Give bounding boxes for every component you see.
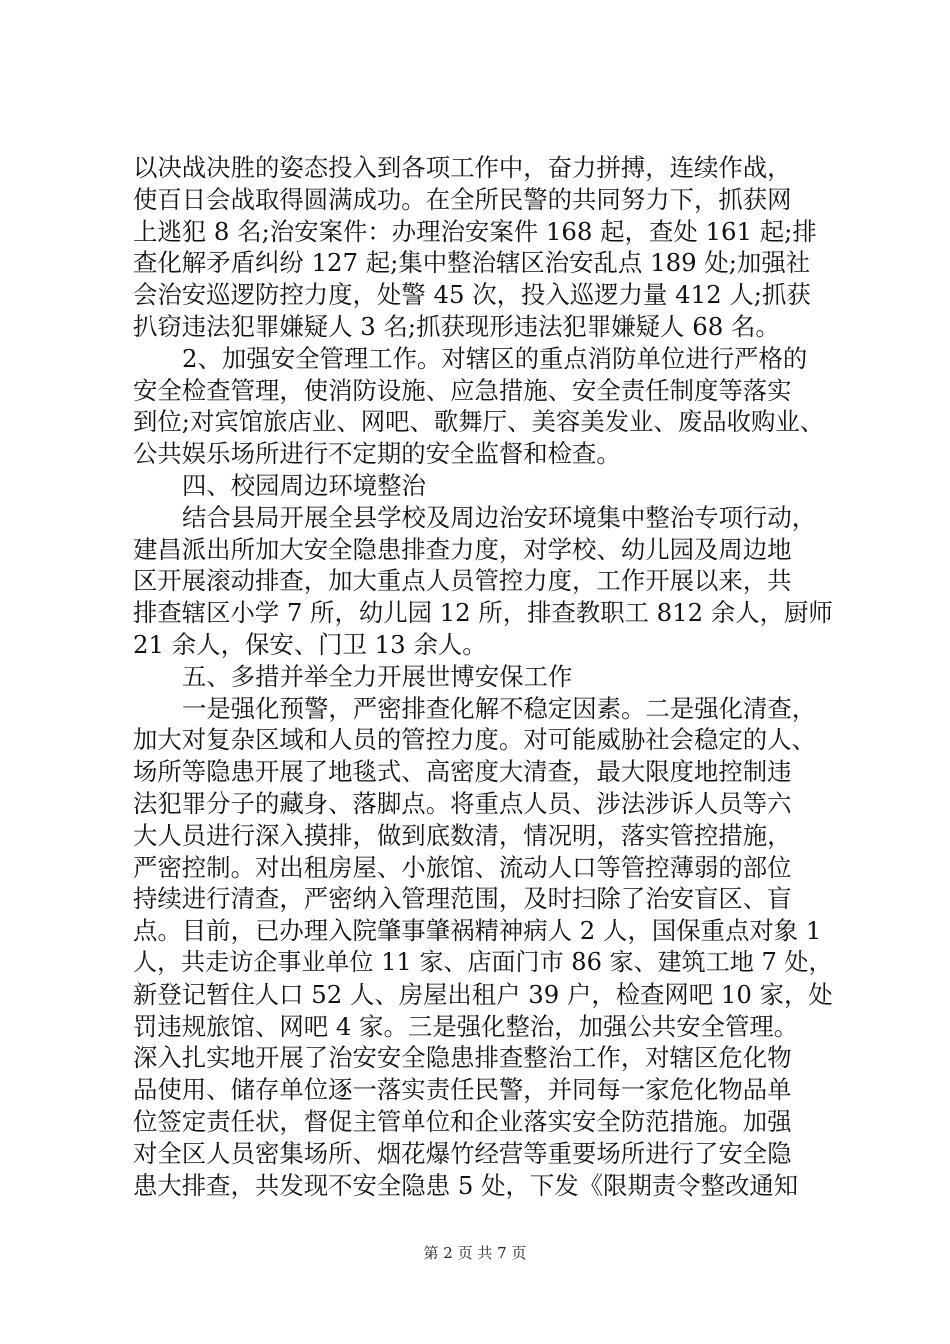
- text-line: 人，共走访企事业单位 11 家、店面门市 86 家、建筑工地 7 处，: [133, 947, 833, 976]
- text-line: 四、校园周边环境整治: [182, 470, 426, 500]
- text-line: 场所等隐患开展了地毯式、高密度大清查，最大限度地控制违: [133, 757, 792, 787]
- text-line: 加大对复杂区域和人员的管控力度。对可能威胁社会稳定的人、: [133, 725, 816, 755]
- text-line: 区开展滚动排查，加大重点人员管控力度，工作开展以来，共: [133, 566, 792, 596]
- text-line: 患大排查，共发现不安全隐患 5 处，下发《限期责令整改通知: [133, 1170, 799, 1200]
- text-line: 法犯罪分子的藏身、落脚点。将重点人员、涉法涉诉人员等六: [133, 788, 792, 818]
- text-line: 五、多措并举全力开展世博安保工作: [182, 661, 573, 691]
- text-line: 查化解矛盾纠纷 127 起;集中整治辖区治安乱点 189 处;加强社: [133, 248, 811, 278]
- text-line: 排查辖区小学 7 所，幼儿园 12 所，排查教职工 812 余人，厨师: [133, 598, 833, 628]
- page-footer: 第 2 页 共 7 页: [423, 1244, 527, 1262]
- text-line: 扒窃违法犯罪嫌疑人 3 名;抓获现形违法犯罪嫌疑人 68 名。: [133, 311, 780, 341]
- text-line: 深入扎实地开展了治安安全隐患排查整治工作，对辖区危化物: [133, 1043, 792, 1073]
- text-line: 罚违规旅馆、网吧 4 家。三是强化整治，加强公共安全管理。: [133, 1011, 799, 1041]
- text-line: 2、加强安全管理工作。对辖区的重点消防单位进行严格的: [182, 343, 808, 373]
- text-line: 品使用、储存单位逐一落实责任民警，并同每一家危化物品单: [133, 1075, 792, 1105]
- text-line: 21 余人，保安、门卫 13 余人。: [133, 629, 487, 659]
- text-line: 建昌派出所加大安全隐患排查力度，对学校、幼儿园及周边地: [133, 534, 792, 564]
- text-line: 大人员进行深入摸排，做到底数清，情况明，落实管控措施，: [133, 820, 792, 850]
- document-body: [133, 152, 833, 1201]
- text-line: 上逃犯 8 名;治安案件：办理治安案件 168 起，查处 161 起;排: [133, 216, 817, 246]
- text-line: 一是强化预警，严密排查化解不稳定因素。二是强化清查，: [182, 693, 817, 723]
- text-line: 对全区人员密集场所、烟花爆竹经营等重要场所进行了安全隐: [133, 1138, 792, 1168]
- text-line: 使百日会战取得圆满成功。在全所民警的共同努力下，抓获网: [133, 184, 792, 214]
- text-line: 会治安巡逻防控力度，处警 45 次，投入巡逻力量 412 人;抓获: [133, 280, 811, 310]
- text-line: 新登记暂住人口 52 人、房屋出租户 39 户，检查网吧 10 家，处: [133, 979, 833, 1009]
- text-line: 到位;对宾馆旅店业、网吧、歌舞厅、美容美发业、废品收购业、: [133, 407, 825, 437]
- text-line: 以决战决胜的姿态投入到各项工作中，奋力拼搏，连续作战，: [133, 153, 792, 182]
- text-line: 持续进行清查，严密纳入管理范围，及时扫除了治安盲区、盲: [133, 884, 792, 914]
- text-line: 结合县局开展全县学校及周边治安环境集中整治专项行动，: [182, 502, 817, 532]
- text-line: 公共娱乐场所进行不定期的安全监督和检查。: [133, 439, 621, 469]
- text-line: 点。目前，已办理入院肇事肇祸精神病人 2 人，国保重点对象 1: [133, 916, 822, 946]
- text-line: 严密控制。对出租房屋、小旅馆、流动人口等管控薄弱的部位: [133, 852, 792, 882]
- text-line: 安全检查管理，使消防设施、应急措施、安全责任制度等落实: [133, 375, 792, 405]
- text-line: 位签定责任状，督促主管单位和企业落实安全防范措施。加强: [133, 1106, 792, 1136]
